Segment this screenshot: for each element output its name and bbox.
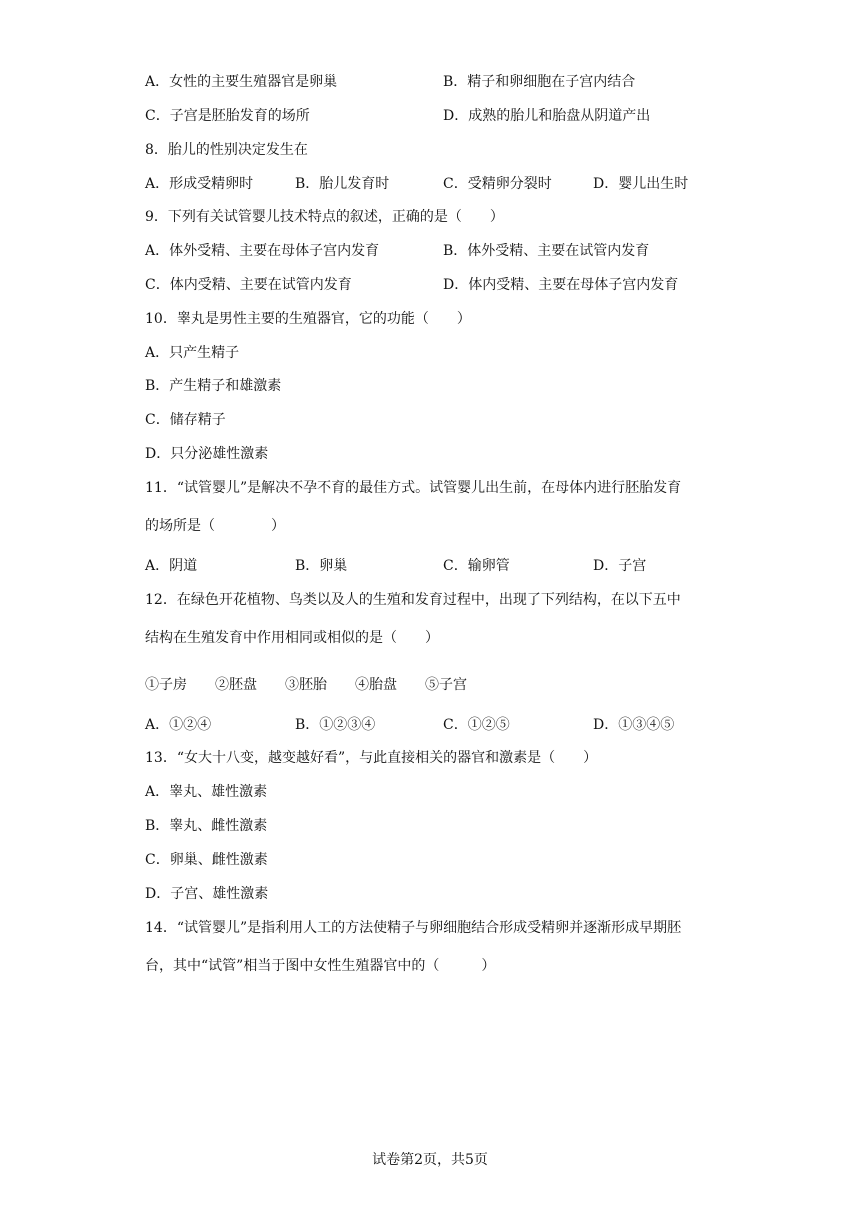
q11-stem-line1: 11．“试管婴儿”是解决不孕不育的最佳方式。试管婴儿出生前，在母体内进行胚胎发育 [145, 480, 682, 496]
q12-structure-2: ②胚盘 [215, 677, 257, 693]
q10-option-b: B．产生精子和雄激素 [145, 378, 282, 394]
q8-option-c: C．受精卵分裂时 [443, 176, 552, 192]
q9-stem: 9．下列有关试管婴儿技术特点的叙述，正确的是（ ） [145, 209, 504, 225]
q12-structure-3: ③胚胎 [285, 677, 327, 693]
q10-stem: 10．睾丸是男性主要的生殖器官，它的功能（ ） [145, 311, 471, 327]
q12-option-b: B．①②③④ [295, 717, 376, 733]
q12-stem-line2: 结构在生殖发育中作用相同或相似的是（ ） [145, 630, 439, 646]
q12-stem-line1: 12．在绿色开花植物、鸟类以及人的生殖和发育过程中，出现了下列结构，在以下五中 [145, 592, 681, 608]
q8-stem: 8．胎儿的性别决定发生在 [145, 142, 308, 158]
q7-option-b: B．精子和卵细胞在子宫内结合 [443, 74, 636, 90]
q13-option-d: D．子宫、雄性激素 [145, 886, 269, 902]
q14-stem-line1: 14．“试管婴儿”是指利用人工的方法使精子与卵细胞结合形成受精卵并逐渐形成早期胚 [145, 920, 682, 936]
q12-structure-5: ⑤子宫 [425, 677, 467, 693]
q11-option-d: D．子宫 [593, 558, 647, 574]
q10-option-c: C．储存精子 [145, 412, 226, 428]
q9-option-d: D．体内受精、主要在母体子宫内发育 [443, 277, 679, 293]
q11-option-a: A．阴道 [145, 558, 198, 574]
q9-option-b: B．体外受精、主要在试管内发育 [443, 243, 650, 259]
q14-stem-line2: 台，其中“试管”相当于图中女性生殖器官中的（ ） [145, 958, 496, 974]
q11-stem-line2: 的场所是（ ） [145, 518, 285, 534]
q9-option-a: A．体外受精、主要在母体子宫内发育 [145, 243, 380, 259]
q12-structure-1: ①子房 [145, 677, 187, 693]
q13-option-b: B．睾丸、雌性激素 [145, 818, 268, 834]
q13-option-a: A．睾丸、雄性激素 [145, 784, 268, 800]
q7-option-a: A．女性的主要生殖器官是卵巢 [145, 74, 338, 90]
q12-option-d: D．①③④⑤ [593, 717, 675, 733]
q10-option-d: D．只分泌雄性激素 [145, 446, 269, 462]
q11-option-b: B．卵巢 [295, 558, 348, 574]
q8-option-b: B．胎儿发育时 [295, 176, 390, 192]
q12-option-c: C．①②⑤ [443, 717, 510, 733]
q12-structure-list [145, 675, 495, 695]
q9-option-c: C．体内受精、主要在试管内发育 [145, 277, 352, 293]
q8-option-d: D．婴儿出生时 [593, 176, 689, 192]
q13-option-c: C．卵巢、雌性激素 [145, 852, 268, 868]
q7-option-c: C．子宫是胚胎发育的场所 [145, 108, 310, 124]
q12-option-a: A．①②④ [145, 717, 212, 733]
q10-option-a: A．只产生精子 [145, 345, 240, 361]
q8-option-a: A．形成受精卵时 [145, 176, 254, 192]
q13-stem: 13．“女大十八变，越变越好看”，与此直接相关的器官和激素是（ ） [145, 750, 598, 766]
page-footer: 试卷第2页，共5页 [372, 1152, 488, 1168]
q11-option-c: C．输卵管 [443, 558, 510, 574]
q7-option-d: D．成熟的胎儿和胎盘从阴道产出 [443, 108, 651, 124]
q12-structure-4: ④胎盘 [355, 677, 397, 693]
